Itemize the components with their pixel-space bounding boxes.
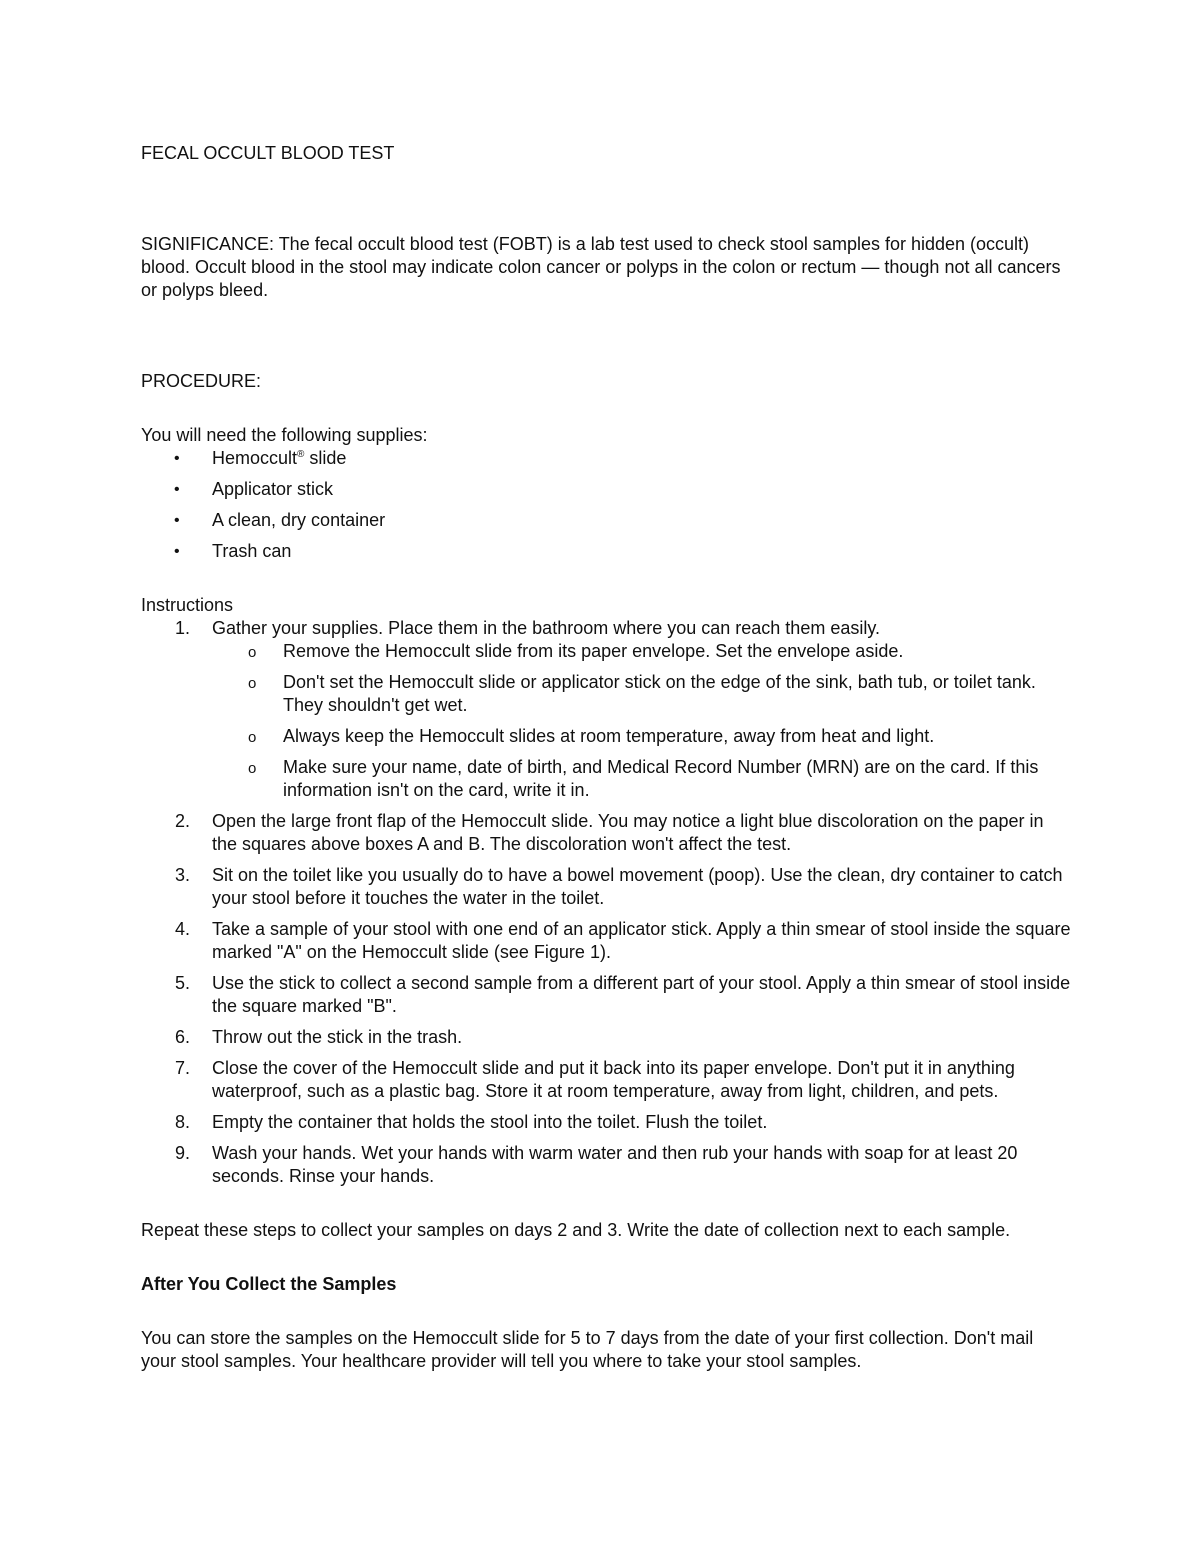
supply-item [141, 478, 1071, 501]
step-number: 7. [175, 1058, 191, 1078]
step-number: 9. [175, 1143, 191, 1163]
circle-bullet-icon: o [248, 644, 257, 661]
supply-item-label: A clean, dry container [212, 510, 386, 530]
instruction-step [141, 1111, 1071, 1134]
circle-bullet-icon: o [248, 729, 257, 746]
document-title: FECAL OCCULT BLOOD TEST [141, 143, 395, 163]
supply-item-label: Hemoccult [212, 448, 298, 468]
instruction-step [141, 1057, 1071, 1103]
supply-item [141, 447, 1071, 470]
step-number: 5. [175, 973, 191, 993]
step-text: Take a sample of your stool with one end of an applicator stick. Apply a thin smear of stool inside the square marked "A" on the Hemoccult slide (see Figure 1). [212, 919, 1071, 962]
step-text: Sit on the toilet like you usually do to have a bowel movement (poop). Use the clean, dry container to catch your stool before it touches the water in the toilet. [212, 865, 1063, 908]
step-text: Wash your hands. Wet your hands with warm water and then rub your hands with soap for at least 20 seconds. Rinse your hands. [212, 1143, 1018, 1186]
procedure-heading: PROCEDURE: [141, 371, 262, 391]
supply-item-label: Trash can [212, 541, 292, 561]
instruction-step [141, 972, 1071, 1018]
substep-text: Remove the Hemoccult slide from its paper envelope. Set the envelope aside. [283, 641, 904, 661]
instruction-step [141, 1142, 1071, 1188]
step-text: Close the cover of the Hemoccult slide and put it back into its paper envelope. Don't put it in anything waterproof, such as a plastic bag. Store it at room temperature, away from light, children, and pets. [212, 1058, 1015, 1101]
substep-text: Always keep the Hemoccult slides at room temperature, away from heat and light. [283, 726, 935, 746]
substep-item [212, 756, 1071, 802]
instruction-step [141, 617, 1071, 802]
after-collection-heading: After You Collect the Samples [141, 1274, 397, 1294]
substep-item [212, 640, 1071, 663]
circle-bullet-icon: o [248, 760, 257, 777]
bullet-icon: • [174, 450, 180, 467]
instruction-step [141, 1026, 1071, 1049]
step-number: 4. [175, 919, 191, 939]
registered-mark: ® [297, 449, 305, 460]
substep-text: Make sure your name, date of birth, and Medical Record Number (MRN) are on the card. If this information isn't on the card, write it in. [283, 757, 1039, 800]
instruction-step [141, 864, 1071, 910]
circle-bullet-icon: o [248, 675, 257, 692]
supply-item-suffix: slide [304, 448, 347, 468]
storage-paragraph: You can store the samples on the Hemoccult slide for 5 to 7 days from the date of your first collection. Don't mail your stool samples. Your healthcare provider will tell you where to take your stool samples. [141, 1328, 1034, 1371]
step-text: Throw out the stick in the trash. [212, 1027, 463, 1047]
repeat-paragraph: Repeat these steps to collect your samples on days 2 and 3. Write the date of collection next to each sample. [141, 1220, 1011, 1240]
instruction-steps [141, 617, 1071, 1188]
step-number: 6. [175, 1027, 191, 1047]
step-number: 2. [175, 811, 191, 831]
step-text: Use the stick to collect a second sample from a different part of your stool. Apply a thin smear of stool inside the square marked "B". [212, 973, 1071, 1016]
significance-paragraph: SIGNIFICANCE: The fecal occult blood test (FOBT) is a lab test used to check stool samples for hidden (occult) blood. Occult blood in the stool may indicate colon cancer or polyps in the colon or rectum — though not all cancers or polyps bleed. [141, 234, 1061, 300]
bullet-icon: • [174, 481, 180, 498]
supply-item [141, 509, 1071, 532]
bullet-icon: • [174, 512, 180, 529]
bullet-icon: • [174, 543, 180, 560]
step-substeps [212, 640, 1071, 802]
supplies-list [141, 447, 1071, 563]
substep-item [212, 671, 1071, 717]
instructions-heading: Instructions [141, 595, 234, 615]
instruction-step [141, 810, 1071, 856]
substep-text: Don't set the Hemoccult slide or applicator stick on the edge of the sink, bath tub, or toilet tank. They shouldn't get wet. [283, 672, 1036, 715]
step-number: 3. [175, 865, 191, 885]
step-number: 8. [175, 1112, 191, 1132]
step-text: Gather your supplies. Place them in the bathroom where you can reach them easily. [212, 618, 881, 638]
document-body [141, 142, 1071, 1373]
step-text: Open the large front flap of the Hemoccult slide. You may notice a light blue discoloration on the paper in the squares above boxes A and B. The discoloration won't affect the test. [212, 811, 1044, 854]
step-text: Empty the container that holds the stool into the toilet. Flush the toilet. [212, 1112, 768, 1132]
step-number: 1. [175, 618, 191, 638]
supplies-intro: You will need the following supplies: [141, 425, 428, 445]
substep-item [212, 725, 1071, 748]
supply-item [141, 540, 1071, 563]
instruction-step [141, 918, 1071, 964]
supply-item-label: Applicator stick [212, 479, 334, 499]
